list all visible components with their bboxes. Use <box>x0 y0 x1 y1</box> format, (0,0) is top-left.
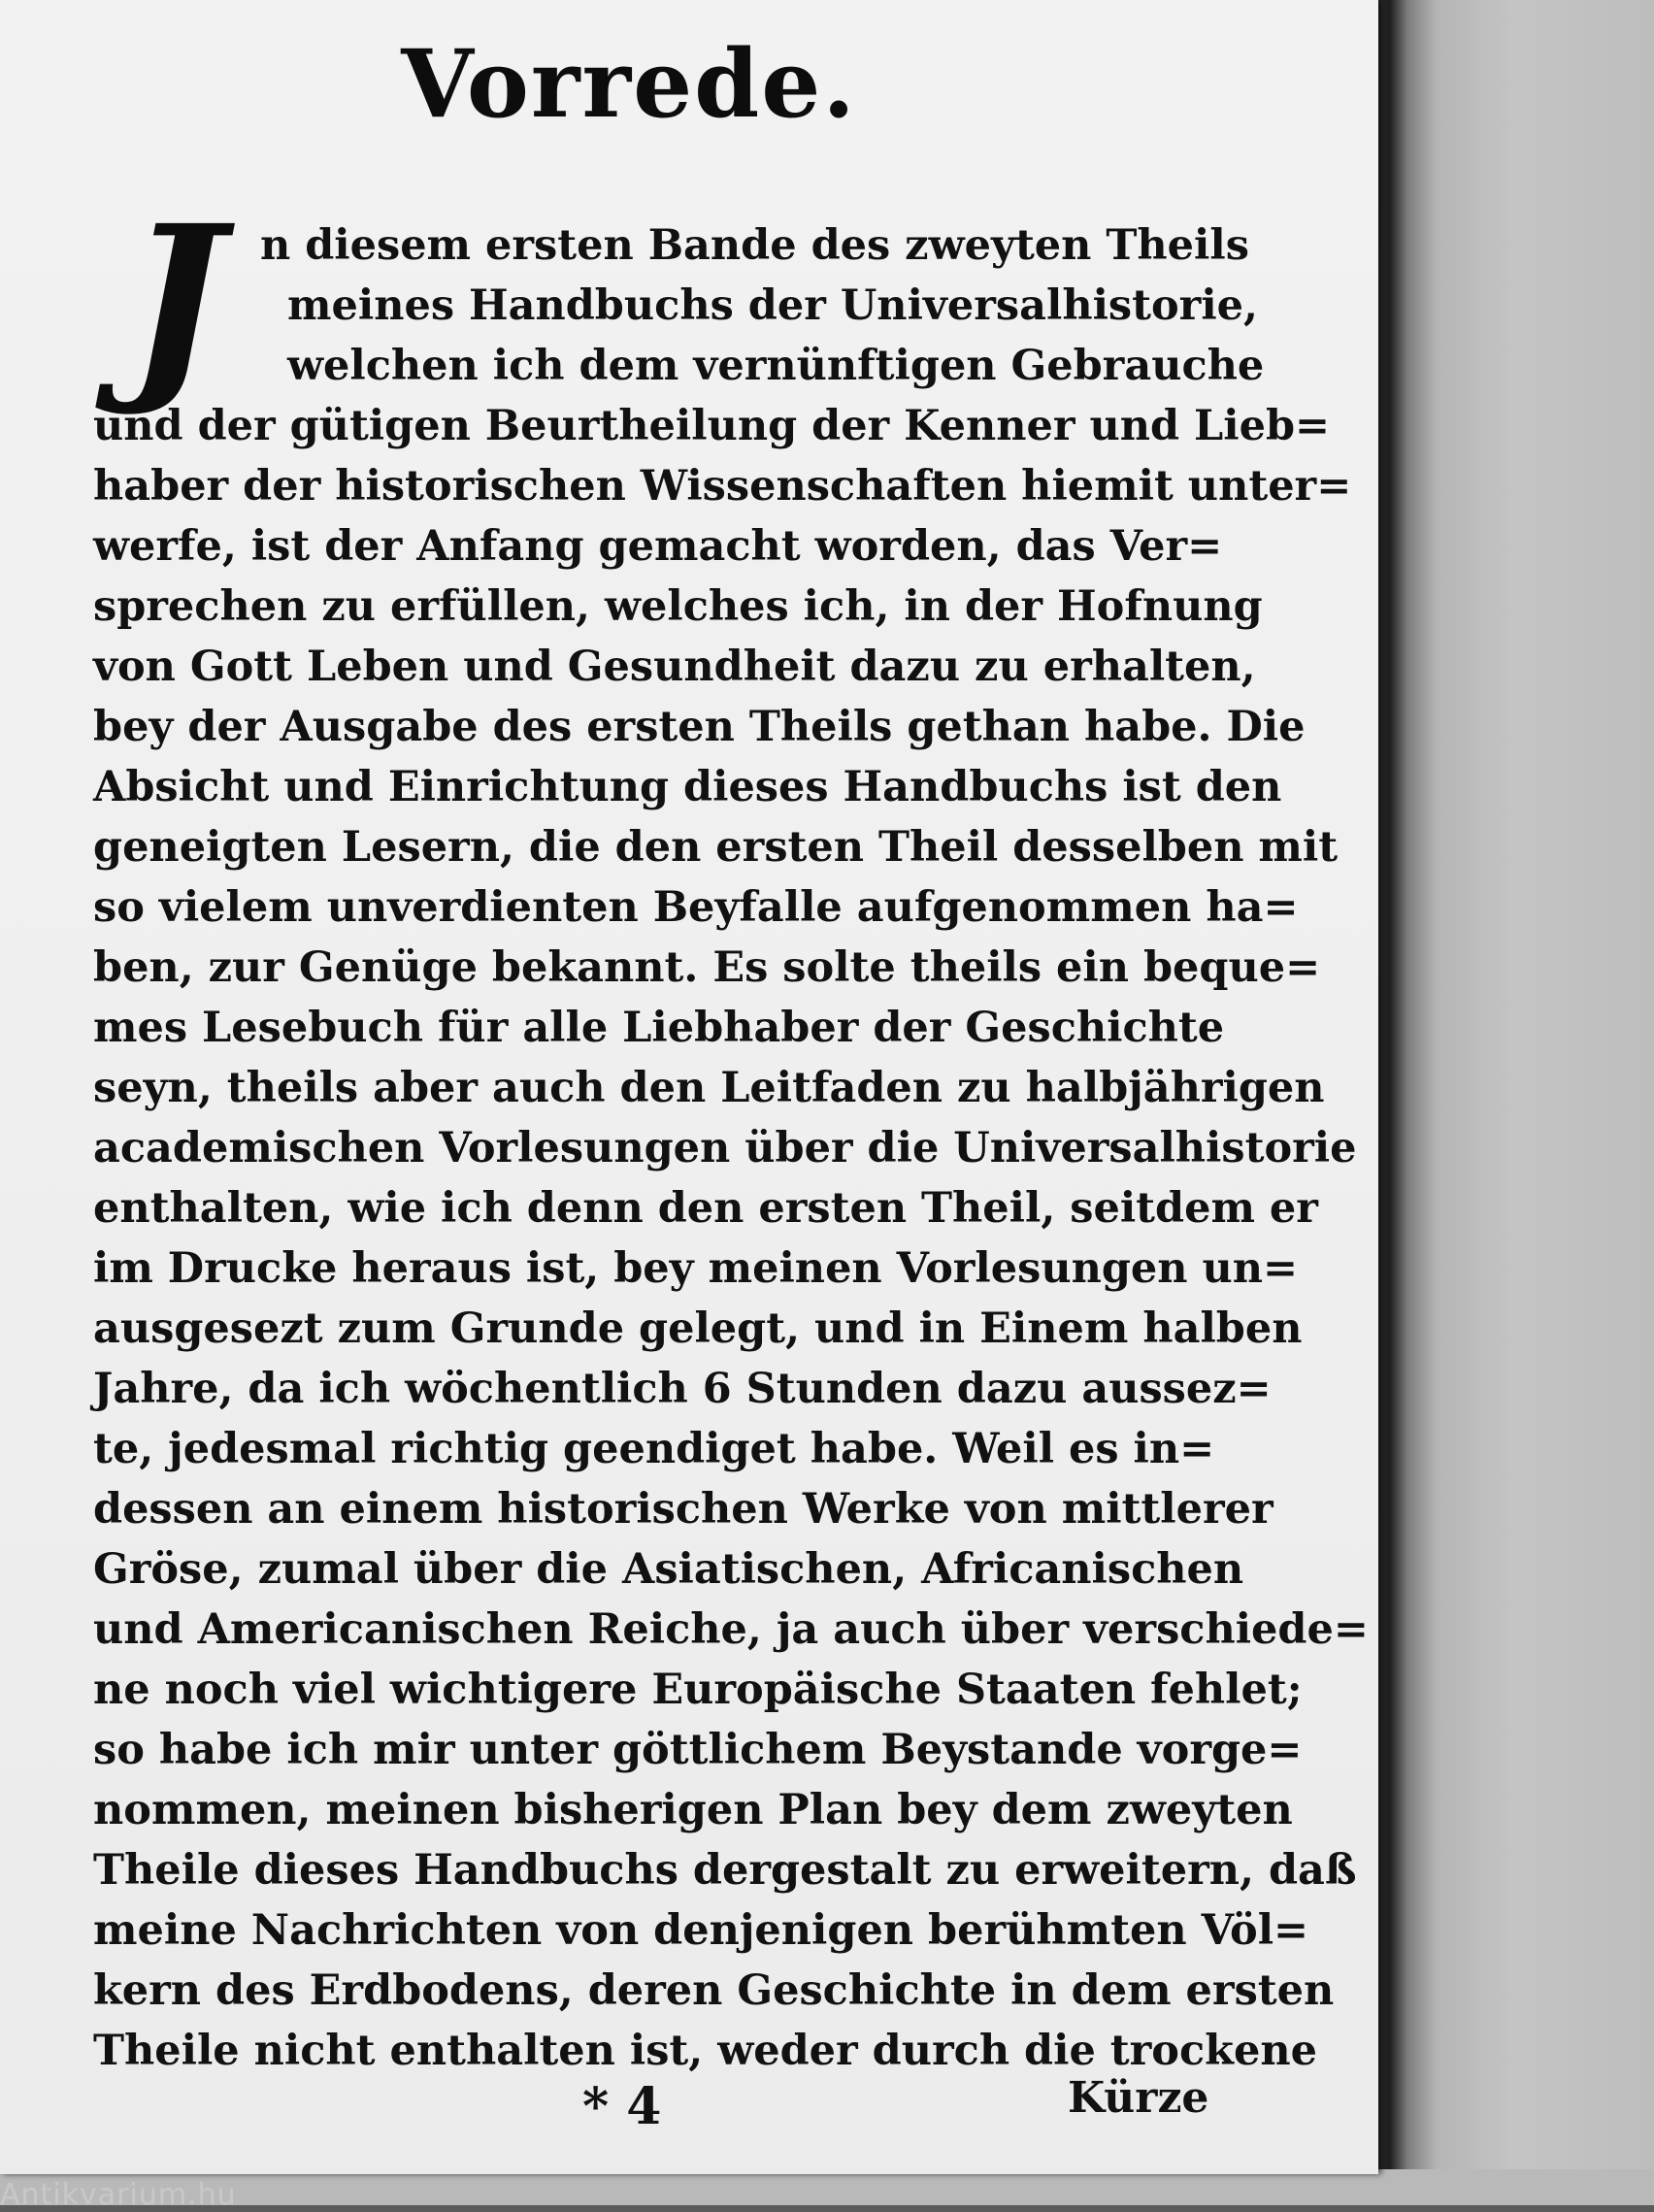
text-line: bey der Ausgabe des ersten Theils gethan habe. Die <box>93 703 1306 751</box>
text-line: meines Handbuchs der Universalhistorie, <box>287 281 1258 330</box>
page-title: Vorrede. <box>401 29 857 139</box>
text-line: mes Lesebuch für alle Liebhaber der Geschichte <box>93 1004 1225 1052</box>
text-line: haber der historischen Wissenschaften hiemit unter= <box>93 462 1352 511</box>
text-line: werfe, ist der Anfang gemacht worden, das Ver= <box>93 522 1223 571</box>
text-line: meine Nachrichten von denjenigen berühmten Völ= <box>93 1906 1309 1955</box>
watermark: Antikvarium.hu <box>0 2178 237 2212</box>
text-line: Jahre, da ich wöchentlich 6 Stunden dazu aussez= <box>93 1365 1272 1413</box>
text-line: von Gott Leben und Gesundheit dazu zu erhalten, <box>93 643 1256 691</box>
body-text <box>93 215 1369 2081</box>
signature-mark: * 4 <box>582 2077 662 2136</box>
text-line: seyn, theils aber auch den Leitfaden zu halbjährigen <box>93 1064 1325 1112</box>
background-surface <box>1378 0 1654 2205</box>
text-line: Theile dieses Handbuchs dergestalt zu erweitern, daß <box>93 1846 1357 1895</box>
text-line: ausgesezt zum Grunde gelegt, und in Einem halben <box>93 1304 1303 1353</box>
text-line: welchen ich dem vernünftigen Gebrauche <box>287 342 1265 390</box>
text-line: und der gütigen Beurtheilung der Kenner und Lieb= <box>93 402 1331 450</box>
text-line: so habe ich mir unter göttlichem Beystande vorge= <box>93 1726 1303 1774</box>
text-line: ne noch viel wichtigere Europäische Staaten fehlet; <box>93 1666 1303 1714</box>
text-line: Theile nicht enthalten ist, weder durch die trockene <box>93 2027 1317 2075</box>
background-bottom <box>0 2169 1654 2205</box>
text-line: im Drucke heraus ist, bey meinen Vorlesungen un= <box>93 1244 1299 1293</box>
text-line: nommen, meinen bisherigen Plan bey dem zweyten <box>93 1786 1293 1834</box>
text-line: ben, zur Genüge bekannt. Es solte theils ein beque= <box>93 943 1321 992</box>
text-line: dessen an einem historischen Werke von mittlerer <box>93 1485 1274 1534</box>
text-line: und Americanischen Reiche, ja auch über verschiede= <box>93 1605 1369 1654</box>
drop-cap-initial: J <box>127 181 224 420</box>
text-line: Gröse, zumal über die Asiatischen, Africanischen <box>93 1545 1244 1594</box>
text-line: so vielem unverdienten Beyfalle aufgenommen ha= <box>93 883 1299 932</box>
text-line: sprechen zu erfüllen, welches ich, in der Hofnung <box>93 582 1263 631</box>
text-line: academischen Vorlesungen über die Universalhistorie <box>93 1124 1357 1172</box>
text-line: kern des Erdbodens, deren Geschichte in dem ersten <box>93 1966 1335 2015</box>
text-line: enthalten, wie ich denn den ersten Theil, seitdem er <box>93 1184 1318 1233</box>
text-line: geneigten Lesern, die den ersten Theil desselben mit <box>93 823 1339 872</box>
text-line: Absicht und Einrichtung dieses Handbuchs ist den <box>93 763 1282 811</box>
catchword: Kürze <box>1068 2073 1209 2123</box>
text-line: te, jedesmal richtig geendiget habe. Weil es in= <box>93 1425 1215 1473</box>
text-line: n diesem ersten Bande des zweyten Theils <box>260 221 1249 270</box>
